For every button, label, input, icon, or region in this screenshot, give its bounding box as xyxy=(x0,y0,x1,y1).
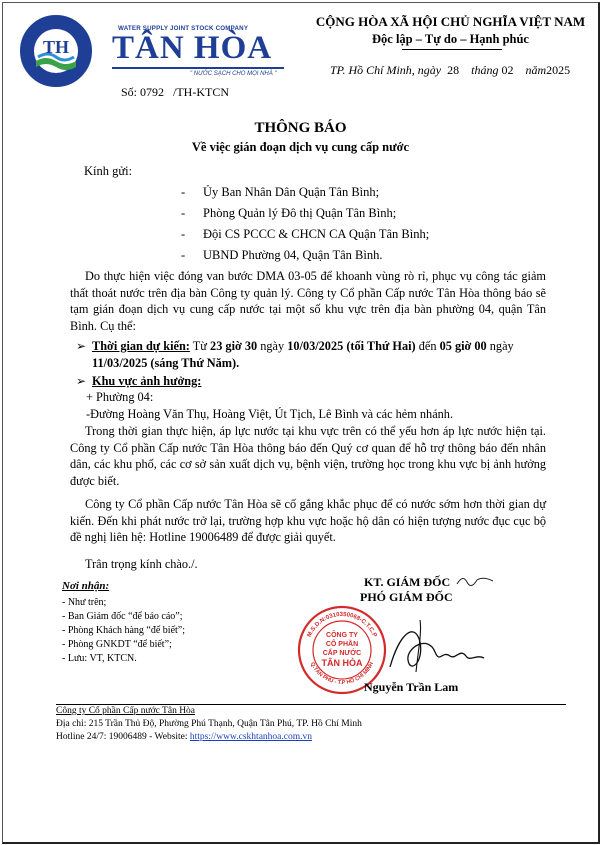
area-streets: -Đường Hoàng Văn Thụ, Hoàng Việt, Út Tịch, Lê Bình và các hẻm nhánh. xyxy=(86,407,454,421)
arrow-bullet-icon: ➢ xyxy=(76,374,87,388)
document-title: THÔNG BÁO xyxy=(254,120,347,136)
initial-signature-icon xyxy=(455,572,495,588)
footer-company: Công ty Cổ phần Cấp nước Tân Hòa xyxy=(56,706,196,716)
signer-title-acting: KT. GIÁM ĐỐC xyxy=(364,575,451,589)
document-number: Số: 0792 /TH-KTCN xyxy=(121,85,230,99)
motto-underline xyxy=(402,49,502,50)
footer-contact: Hotline 24/7: 19006489 - Website: https://www.cskhtanhoa.com.vn xyxy=(56,732,312,742)
svg-text:CỔ PHẦN: CỔ PHẦN xyxy=(325,641,359,648)
signer-name: Nguyễn Trần Lam xyxy=(364,680,459,694)
brand-underline xyxy=(112,67,284,69)
pressure-paragraph: Trong thời gian thực hiện, áp lực nước tại khu vực trên có thể yếu hơn áp lực nước hiện tại. Công ty Cổ phần Cấp nước Tân Hòa thông báo đến Quý cơ quan để hỗ trợ thông báo đến nhân dân, các khu phố, các cơ sở sản xuất dịch vụ, bệnh viện, trường học trong khu vực bị ảnh hưởng được biết. xyxy=(70,424,546,488)
closing-line: Trân trọng kính chào./. xyxy=(85,557,198,571)
recipients-footer-label: Nơi nhận: xyxy=(62,580,110,592)
arrow-bullet-icon: ➢ xyxy=(76,339,87,353)
intro-paragraph: Do thực hiện việc đóng van bước DMA 03-05 để khoanh vùng rò rỉ, phục vụ công tác giảm thất thoát nước trên địa bàn Công ty quản lý. Công ty Cổ phần Cấp nước Tân Hòa thông báo sẽ tạm gián đoạn dịch vụ cung cấp nước tại một số khu vực trên địa bàn phường 04, quận Tân Bình. Cụ thể: xyxy=(70,269,546,333)
footer-address: Địa chỉ: 215 Trần Thủ Độ, Phường Phú Thạnh, Quận Tân Phú, TP. Hồ Chí Minh xyxy=(56,719,362,729)
recipients-footer-item: - Phòng GNKDT “để biết”; xyxy=(62,639,172,650)
footer-divider xyxy=(56,704,566,705)
recipients-footer-item: - Lưu: VT, KTCN. xyxy=(62,653,137,664)
handwritten-signature-icon xyxy=(380,612,490,682)
footer-website-link[interactable]: https://www.cskhtanhoa.com.vn xyxy=(189,732,312,742)
area-bullet: ➢ Khu vực ảnh hưởng: xyxy=(76,374,202,388)
area-ward: + Phường 04: xyxy=(86,390,154,404)
document-date: TP. Hồ Chí Minh, ngày 28 tháng 02 năm2025 xyxy=(330,63,571,77)
svg-text:TH: TH xyxy=(42,37,70,57)
signer-title: PHÓ GIÁM ĐỐC xyxy=(360,590,453,604)
svg-text:M.S.D.N:0310350068-C.T.C.P: M.S.D.N:0310350068-C.T.C.P xyxy=(306,611,378,639)
greeting-label: Kính gửi: xyxy=(84,164,133,178)
recipients-footer-item: - Như trên; xyxy=(62,597,107,608)
svg-text:Q.TÂN PHÚ - T.P HỒ CHÍ MINH: Q.TÂN PHÚ - T.P HỒ CHÍ MINH xyxy=(308,661,376,687)
svg-text:CẤP NƯỚC: CẤP NƯỚC xyxy=(322,650,362,657)
time-bullet: ➢ Thời gian dự kiến: Từ 23 giờ 30 ngày 10/03/2025 (tối Thứ Hai) đến 05 giờ 00 ngày 11/03/2025 (sáng Thứ Năm). xyxy=(76,339,514,370)
svg-text:CÔNG TY: CÔNG TY xyxy=(326,632,358,639)
document-subtitle: Về việc gián đoạn dịch vụ cung cấp nước xyxy=(191,140,410,154)
company-brand-name: TÂN HÒA xyxy=(112,30,273,66)
company-slogan: " NƯỚC SẠCH CHO MỌI NHÀ " xyxy=(190,71,277,77)
recovery-paragraph: Công ty Cổ phần Cấp nước Tân Hòa sẽ cố gắng khắc phục để có nước sớm hơn thời gian dự kiến. Đến khi phát nước trở lại, trường hợp khu vực hoặc hộ dân có hiện tượng nước đục cục bộ đề nghị liên hệ: Hotline 19006489 để được giải quyết. xyxy=(70,497,546,544)
national-motto: Độc lập – Tự do – Hạnh phúc xyxy=(372,32,529,46)
logo-emblem xyxy=(22,17,90,85)
company-logo xyxy=(20,15,92,87)
company-english-name: WATER SUPPLY JOINT STOCK COMPANY xyxy=(118,25,249,32)
recipients-footer-item: - Phòng Khách hàng “để biết”; xyxy=(62,625,186,636)
svg-text:TÂN HÒA: TÂN HÒA xyxy=(321,658,363,668)
recipients-footer-item: - Ban Giám đốc “để báo cáo”; xyxy=(62,611,183,622)
national-title: CỘNG HÒA XÃ HỘI CHỦ NGHĨA VIỆT NAM xyxy=(315,14,586,29)
